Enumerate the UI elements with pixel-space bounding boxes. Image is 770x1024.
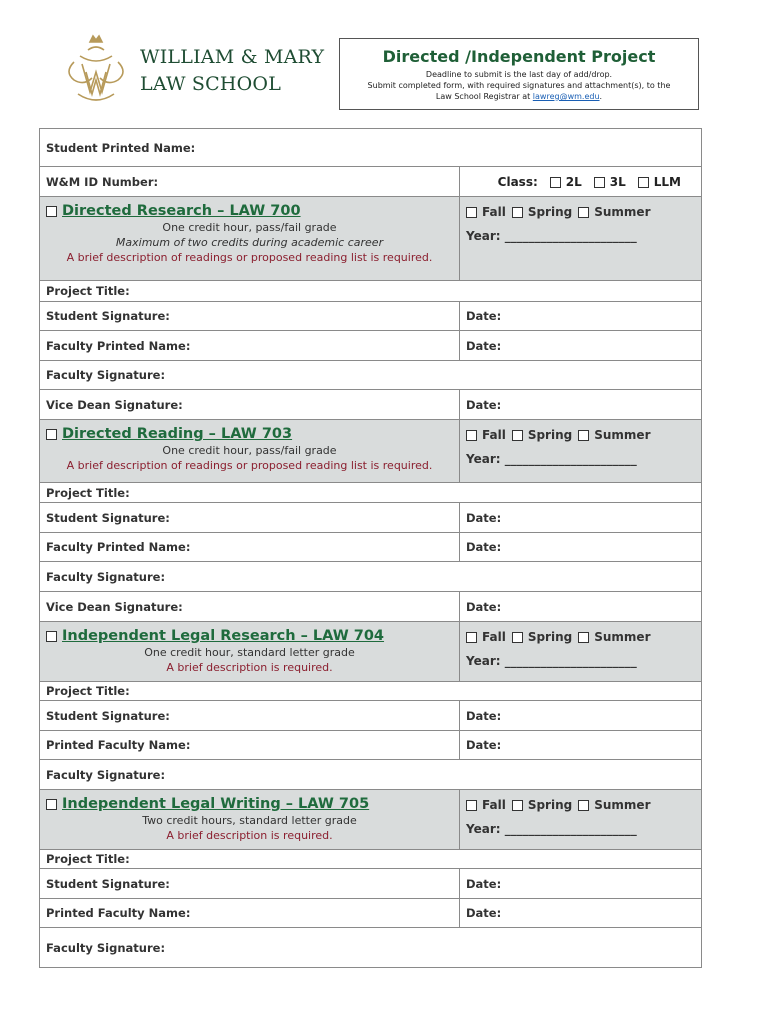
date-label: Date: <box>466 738 502 752</box>
faculty-signature-field[interactable] <box>40 760 701 789</box>
project-form <box>39 128 702 968</box>
deadline-notice <box>339 38 699 110</box>
term-label: Fall <box>482 798 506 812</box>
term-selector <box>460 790 701 849</box>
term-options <box>466 428 695 442</box>
class-option-2l: 2L <box>565 174 582 189</box>
term-label: Fall <box>482 630 506 644</box>
date-field[interactable] <box>460 731 701 759</box>
course-note: One credit hour, standard letter grade <box>144 646 355 659</box>
student-signature-label: Student Signature: <box>46 876 170 891</box>
student-signature-field[interactable] <box>40 503 460 532</box>
term-option <box>512 630 572 644</box>
term-options <box>466 205 695 219</box>
term-option <box>578 428 650 442</box>
student-signature-row <box>40 701 701 731</box>
registrar-suffix: . <box>599 92 603 101</box>
id-class-row <box>40 167 701 197</box>
term-option <box>466 798 506 812</box>
project-title-row <box>40 850 701 869</box>
term-option <box>578 205 650 219</box>
printed-faculty-name-label: Printed Faculty Name: <box>46 906 191 920</box>
course-heading <box>46 628 453 644</box>
date-field[interactable] <box>460 592 701 621</box>
date-label: Date: <box>466 599 502 614</box>
faculty-signature-field[interactable] <box>40 928 701 967</box>
term-label: Fall <box>482 428 506 442</box>
term-option <box>512 428 572 442</box>
class-option-3l: 3L <box>609 174 626 189</box>
course-section-header <box>40 420 701 483</box>
date-label: Date: <box>466 906 502 920</box>
term-fall-checkbox[interactable] <box>466 632 477 643</box>
course-heading <box>46 426 453 442</box>
faculty-signature-row <box>40 361 701 390</box>
term-option <box>466 630 506 644</box>
registrar-prefix: Law School Registrar at <box>435 92 533 101</box>
term-label: Summer <box>594 798 651 812</box>
vice-dean-signature-label: Vice Dean Signature: <box>46 599 183 614</box>
class-option-llm: LLM <box>653 174 681 189</box>
term-option <box>512 798 572 812</box>
student-signature-label: Student Signature: <box>46 708 170 723</box>
course-note: One credit hour, pass/fail grade <box>162 221 337 234</box>
term-spring-checkbox[interactable] <box>512 632 523 643</box>
course-section-header <box>40 197 701 281</box>
vice-dean-signature-row <box>40 390 701 420</box>
project-title-label: Project Title: <box>46 485 130 500</box>
year-field[interactable]: Year: ______________________ <box>466 229 637 243</box>
term-spring-checkbox[interactable] <box>512 430 523 441</box>
year-field[interactable]: Year: ______________________ <box>466 452 637 466</box>
vice-dean-signature-label: Vice Dean Signature: <box>46 397 183 412</box>
course-note: A brief description is required. <box>166 829 333 842</box>
faculty-printed-name-field[interactable] <box>40 331 460 360</box>
project-title-row <box>40 281 701 302</box>
project-title-field[interactable] <box>40 281 701 301</box>
course-info <box>40 790 460 849</box>
course-note: A brief description is required. <box>166 661 333 674</box>
student-signature-label: Student Signature: <box>46 510 170 525</box>
term-label: Spring <box>527 428 573 442</box>
project-title-label: Project Title: <box>46 684 130 698</box>
student-name-label: Student Printed Name: <box>46 140 196 155</box>
faculty-signature-label: Faculty Signature: <box>46 368 166 382</box>
date-label: Date: <box>466 510 502 525</box>
date-field[interactable] <box>460 701 701 730</box>
school-logo <box>60 32 340 108</box>
student-signature-row <box>40 302 701 331</box>
course-info <box>40 197 460 280</box>
course-title: Directed Reading – LAW 703 <box>62 426 293 442</box>
date-label: Date: <box>466 708 502 723</box>
student-signature-field[interactable] <box>40 302 460 330</box>
printed-faculty-name-row <box>40 899 701 928</box>
term-selector <box>460 622 701 681</box>
date-label: Date: <box>466 397 502 412</box>
faculty-signature-field[interactable] <box>40 562 701 591</box>
id-number-field[interactable] <box>40 167 460 196</box>
date-field[interactable] <box>460 869 701 898</box>
term-fall-checkbox[interactable] <box>466 800 477 811</box>
project-title-row <box>40 682 701 701</box>
course-info <box>40 420 460 482</box>
term-option <box>466 428 506 442</box>
date-label: Date: <box>466 338 502 353</box>
course-note: A brief description of readings or proposed reading list is required. <box>66 251 433 264</box>
printed-faculty-name-field[interactable] <box>40 731 460 759</box>
term-fall-checkbox[interactable] <box>466 207 477 218</box>
term-selector <box>460 420 701 482</box>
project-title-field[interactable] <box>40 682 701 700</box>
term-label: Summer <box>594 428 651 442</box>
project-title-field[interactable] <box>40 483 701 502</box>
term-label: Spring <box>527 630 573 644</box>
course-note: Maximum of two credits during academic career <box>115 236 384 249</box>
date-label: Date: <box>466 876 502 891</box>
project-title-label: Project Title: <box>46 284 130 298</box>
faculty-printed-name-label: Faculty Printed Name: <box>46 338 191 353</box>
form-title: Directed /Independent Project <box>382 47 656 66</box>
course-heading <box>46 203 453 219</box>
printed-faculty-name-label: Printed Faculty Name: <box>46 738 191 752</box>
course-select-checkbox[interactable] <box>46 429 57 440</box>
faculty-signature-row <box>40 928 701 967</box>
course-note: One credit hour, pass/fail grade <box>162 444 337 457</box>
submit-instructions: Submit completed form, with required signatures and attachment(s), to the <box>367 81 671 90</box>
class-selector <box>460 167 701 196</box>
student-signature-row <box>40 503 701 533</box>
deadline-text: Deadline to submit is the last day of add/drop. <box>425 70 613 79</box>
student-signature-row <box>40 869 701 899</box>
date-field[interactable] <box>460 503 701 532</box>
student-signature-field[interactable] <box>40 869 460 898</box>
term-label: Spring <box>527 798 573 812</box>
vice-dean-signature-field[interactable] <box>40 390 460 419</box>
term-spring-checkbox[interactable] <box>512 207 523 218</box>
faculty-printed-name-row <box>40 331 701 361</box>
course-select-checkbox[interactable] <box>46 631 57 642</box>
course-heading <box>46 796 453 812</box>
faculty-signature-field[interactable] <box>40 361 701 389</box>
term-option <box>466 205 506 219</box>
term-summer-checkbox[interactable] <box>578 207 589 218</box>
date-field[interactable] <box>460 533 701 561</box>
course-select-checkbox[interactable] <box>46 206 57 217</box>
term-label: Fall <box>482 205 506 219</box>
crest-icon <box>60 32 132 108</box>
vice-dean-signature-field[interactable] <box>40 592 460 621</box>
class-2l-checkbox[interactable] <box>550 177 561 188</box>
faculty-printed-name-row <box>40 533 701 562</box>
project-title-field[interactable] <box>40 850 701 868</box>
date-label: Date: <box>466 309 502 323</box>
faculty-signature-row <box>40 760 701 790</box>
course-note: Two credit hours, standard letter grade <box>142 814 357 827</box>
course-select-checkbox[interactable] <box>46 799 57 810</box>
term-options <box>466 798 695 812</box>
term-summer-checkbox[interactable] <box>578 800 589 811</box>
term-summer-checkbox[interactable] <box>578 430 589 441</box>
term-selector <box>460 197 701 280</box>
course-note: A brief description of readings or proposed reading list is required. <box>66 459 433 472</box>
term-spring-checkbox[interactable] <box>512 800 523 811</box>
course-info <box>40 622 460 681</box>
class-3l-checkbox[interactable] <box>594 177 605 188</box>
faculty-printed-name-field[interactable] <box>40 533 460 561</box>
date-field[interactable] <box>460 390 701 419</box>
faculty-signature-label: Faculty Signature: <box>46 767 166 782</box>
faculty-signature-label: Faculty Signature: <box>46 940 166 955</box>
date-field[interactable] <box>460 331 701 360</box>
term-option <box>578 630 650 644</box>
term-option <box>512 205 572 219</box>
printed-faculty-name-row <box>40 731 701 760</box>
course-title: Directed Research – LAW 700 <box>62 203 301 219</box>
date-field[interactable] <box>460 899 701 927</box>
year-field[interactable]: Year: ______________________ <box>466 654 637 668</box>
course-section-header <box>40 622 701 682</box>
student-name-row[interactable] <box>40 129 701 167</box>
course-title: Independent Legal Writing – LAW 705 <box>62 796 370 812</box>
logo-line-2: LAW SCHOOL <box>140 73 282 95</box>
date-field[interactable] <box>460 302 701 330</box>
class-llm-checkbox[interactable] <box>638 177 649 188</box>
course-section-header <box>40 790 701 850</box>
faculty-printed-name-label: Faculty Printed Name: <box>46 540 191 554</box>
term-options <box>466 630 695 644</box>
registrar-line <box>340 92 698 101</box>
course-title: Independent Legal Research – LAW 704 <box>62 628 385 644</box>
year-field[interactable]: Year: ______________________ <box>466 822 637 836</box>
term-fall-checkbox[interactable] <box>466 430 477 441</box>
vice-dean-signature-row <box>40 592 701 622</box>
date-label: Date: <box>466 540 502 554</box>
printed-faculty-name-field[interactable] <box>40 899 460 927</box>
project-title-row <box>40 483 701 503</box>
term-label: Summer <box>594 630 651 644</box>
registrar-email-link[interactable]: lawreg@wm.edu <box>532 92 600 101</box>
student-signature-label: Student Signature: <box>46 309 170 323</box>
term-option <box>578 798 650 812</box>
class-label: Class: <box>497 174 538 189</box>
term-summer-checkbox[interactable] <box>578 632 589 643</box>
term-label: Spring <box>527 205 573 219</box>
faculty-signature-label: Faculty Signature: <box>46 569 166 584</box>
student-signature-field[interactable] <box>40 701 460 730</box>
id-number-label: W&M ID Number: <box>46 174 159 189</box>
project-title-label: Project Title: <box>46 852 130 866</box>
term-label: Summer <box>594 205 651 219</box>
faculty-signature-row <box>40 562 701 592</box>
logo-line-1: WILLIAM & MARY <box>140 46 325 68</box>
